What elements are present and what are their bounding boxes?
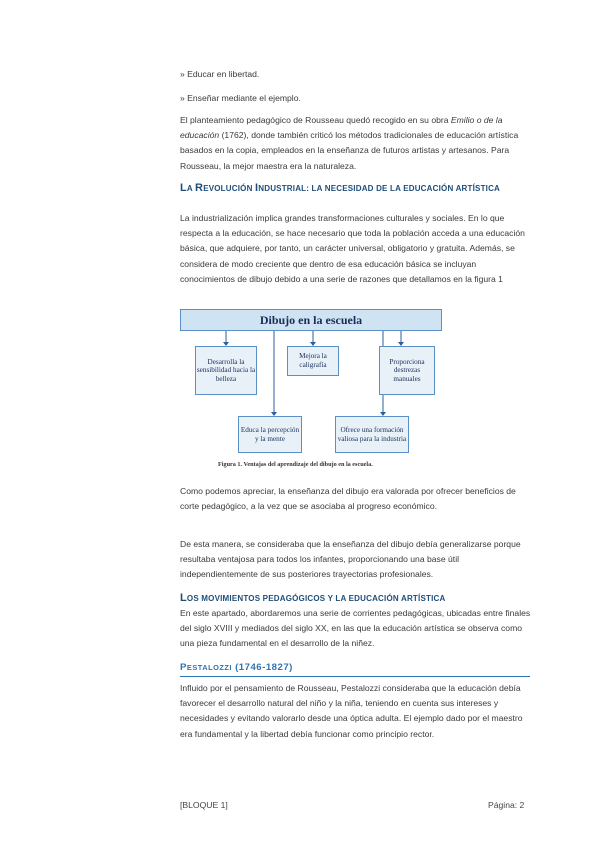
diagram-box: Educa la percepción y la mente — [238, 416, 302, 453]
paragraph: La industrialización implica grandes transformaciones culturales y sociales. En lo que respecta a la educación, se hace necesario que toda la población acceda a una educación básica, que adquiere, por tanto, un carácter universal, obligatorio y gratuita. Además, se considera de modo creciente que dentro de esa educación básica se incluyan conocimientos de dibujo debido a una serie de razones que detallamos en la figura 1 — [180, 213, 525, 284]
figure-diagram — [180, 309, 442, 471]
paragraph: En este apartado, abordaremos una serie de corrientes pedagógicas, ubicadas entre finales del siglo XVIII y mediados del siglo XX, en las que la educación artística se observa como una pieza fundamental en el desarrollo de la niñez. — [180, 608, 531, 649]
diagram-box: Mejora la caligrafía — [287, 346, 339, 376]
paragraph: De esta manera, se consideraba que la enseñanza del dibujo debía generalizarse porque resultaba ventajosa para todos los infantes, proporcionando una base útil independientemente de sus posteriores trayectorias profesionales. — [180, 539, 521, 580]
footer-block-label: [BLOQUE 1] — [180, 800, 228, 810]
diagram-box: Desarrolla la sensibilidad hacia la belleza — [195, 346, 257, 395]
paragraph: El planteamiento pedagógico de Rousseau quedó recogido en su obra Emilio o de la educación (1762), donde también criticó los métodos tradicionales de educación artística basados en la copia, empleados en la enseñanza de futuros artistas y artesanos. Para Rousseau, la mejor maestra era la naturaleza. — [180, 115, 519, 171]
figure-caption: Figura 1. Ventajas del aprendizaje del dibujo en la escuela. — [218, 461, 373, 468]
footer-page-number: Página: 2 — [488, 800, 525, 810]
subsection-heading: PESTALOZZI (1746-1827) — [180, 662, 530, 677]
bullet-item: » Enseñar mediante el ejemplo. — [180, 93, 301, 103]
paragraph: Como podemos apreciar, la enseñanza del dibujo era valorada por ofrecer beneficios de corte pedagógico, a la vez que se asociaba al progreso económico. — [180, 486, 516, 512]
diagram-box: Ofrece una formación valiosa para la industria — [335, 416, 409, 453]
bullet-item: » Educar en libertad. — [180, 69, 260, 79]
book-title: Emilio o de la educación — [180, 115, 503, 141]
diagram-box: Proporciona destrezas manuales — [379, 346, 435, 395]
section-heading: LA REVOLUCIÓN INDUSTRIAL: LA NECESIDAD DE LA EDUCACIÓN ARTÍSTICA — [180, 182, 501, 194]
diagram-title: Dibujo en la escuela — [180, 309, 442, 331]
paragraph: Influido por el pensamiento de Rousseau, Pestalozzi consideraba que la educación debía favorecer el desarrollo natural del niño y la niña, teniendo en cuenta sus intereses y necesidades y evitando valorarlo desde una óptica adulta. El ejemplo dado por el maestro era fundamental y la libertad debía funcionar como principio rector. — [180, 683, 523, 739]
section-heading: LOS MOVIMIENTOS PEDAGÓGICOS Y LA EDUCACIÓN ARTÍSTICA — [180, 592, 446, 604]
